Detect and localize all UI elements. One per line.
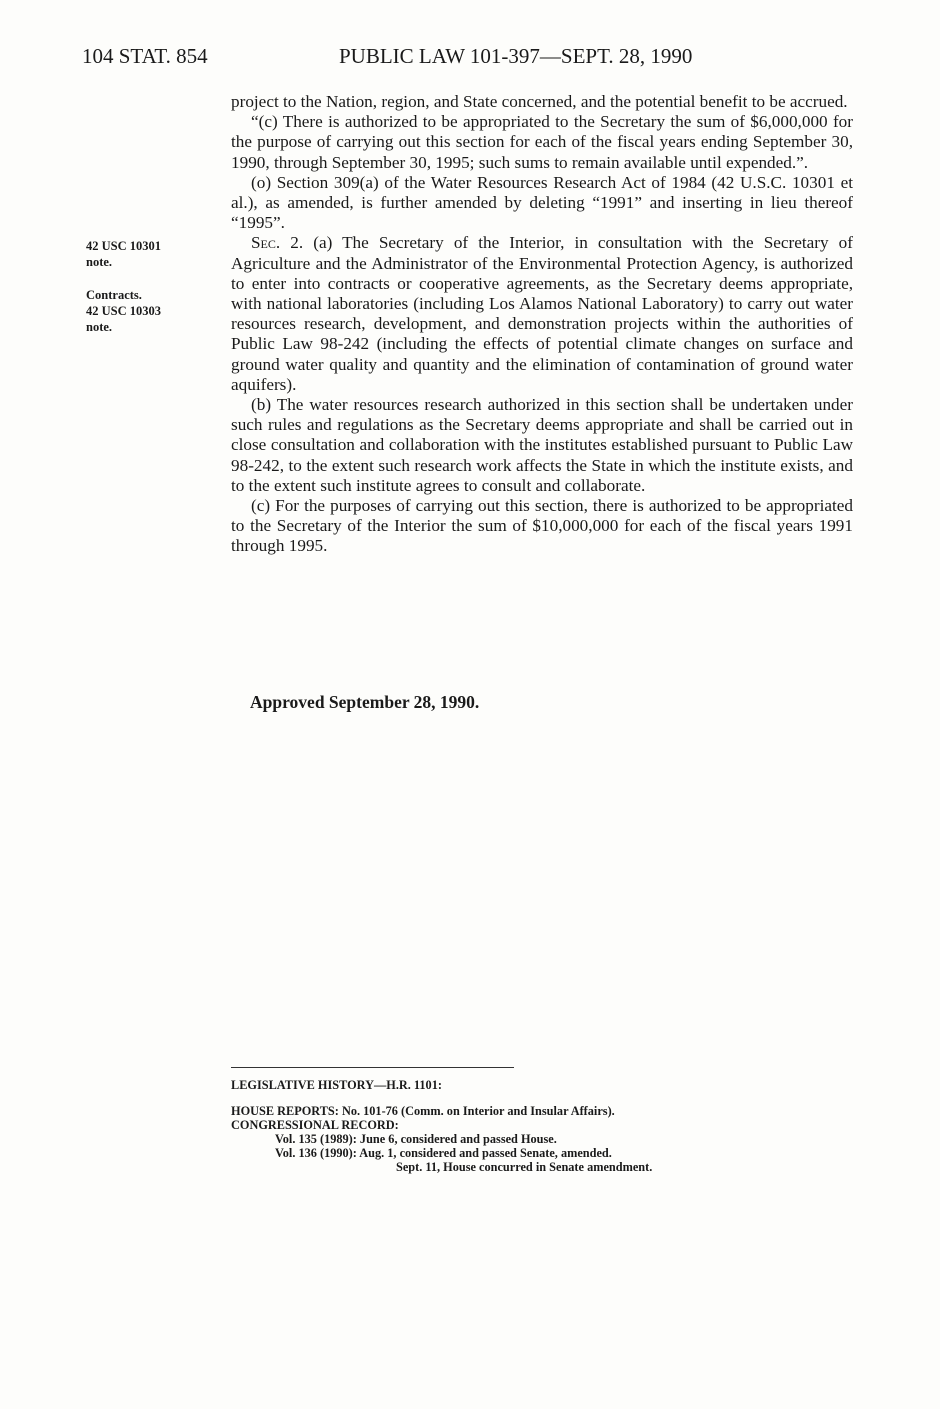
congressional-record-heading: CONGRESSIONAL RECORD:: [231, 1118, 399, 1132]
section-label: Sec. 2.: [251, 233, 304, 253]
record-vol-136: Vol. 136 (1990): Aug. 1, considered and passed Senate, amended.: [275, 1146, 612, 1160]
paragraph-subsection-c: “(c) There is authorized to be appropriated to the Secretary the sum of $6,000,000 for the purpose of carrying out this section for each of the fiscal years ending September 30, 1990, through September 30, 1995; such sums to remain available until expended.”.: [231, 112, 853, 172]
record-vol-135: Vol. 135 (1989): June 6, considered and passed House.: [275, 1132, 557, 1146]
margin-note-contracts: [86, 287, 216, 335]
stat-page-number: 104 STAT. 854: [82, 44, 208, 68]
paragraph-sec-2-a: [231, 233, 853, 395]
paragraph-subsection-o: (o) Section 309(a) of the Water Resources Research Act of 1984 (42 U.S.C. 10301 et al.), as amended, is further amended by deleting “1991” and inserting in lieu thereof “1995”.: [231, 172, 853, 233]
record-sept-11: Sept. 11, House concurred in Senate amendment.: [396, 1160, 653, 1174]
legislative-history-title: LEGISLATIVE HISTORY—H.R. 1101:: [231, 1078, 442, 1092]
margin-note-line: note.: [86, 320, 113, 334]
paragraph-continuation: project to the Nation, region, and State concerned, and the potential benefit to be accrued.: [231, 92, 848, 111]
paragraph-sec-2-c: (c) For the purposes of carrying out this section, there is authorized to be appropriated to the Secretary of the Interior the sum of $10,000,000 for each of the fiscal years 1991 through 1995.: [231, 496, 853, 556]
paragraph-sec-2-b: (b) The water resources research authorized in this section shall be undertaken under such rules and regulations as the Secretary deems appropriate and shall be carried out in close consultation and collaboration with the institutes established pursuant to Public Law 98-242, to the extent such research work affects the State in which the institute exists, and to the extent such institute agrees to consult and collaborate.: [231, 395, 853, 495]
margin-note-usc-10301: [86, 238, 216, 270]
statute-body: [231, 92, 853, 557]
margin-note-line: note.: [86, 255, 113, 269]
section-text: (a) The Secretary of the Interior, in consultation with the Secretary of Agriculture and the Administrator of the Environmental Protection Agency, is authorized to enter into contracts or cooperative agreements, as the Secretary deems appropriate, with national laboratories (including Los Alamos National Laboratory) to carry out water resources research, development, and demonstration projects within the authorities of Public Law 98-242 (including the effects of potential climate changes on surface and ground water quality and quantity and the elimination of contamination of ground water aquifers).: [231, 233, 853, 394]
margin-note-line: 42 USC 10301: [86, 239, 162, 253]
margin-note-line: 42 USC 10303: [86, 304, 162, 318]
footnote-divider: [231, 1067, 514, 1068]
legislative-history: [231, 1078, 851, 1174]
page-header: [82, 44, 862, 74]
approval-date: Approved September 28, 1990.: [250, 692, 480, 712]
public-law-citation: PUBLIC LAW 101-397—SEPT. 28, 1990: [339, 44, 693, 68]
margin-note-line: Contracts.: [86, 288, 142, 302]
house-reports: HOUSE REPORTS: No. 101-76 (Comm. on Interior and Insular Affairs).: [231, 1104, 615, 1118]
